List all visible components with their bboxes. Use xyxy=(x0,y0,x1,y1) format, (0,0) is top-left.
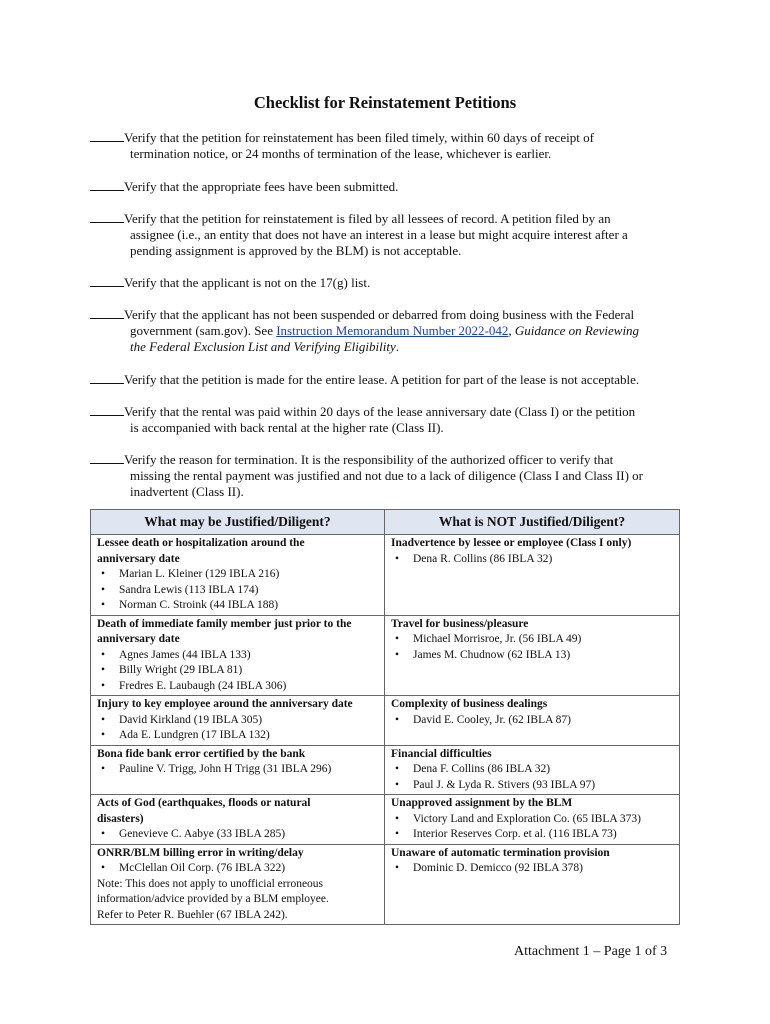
header-justified: What may be Justified/Diligent? xyxy=(91,510,385,535)
item-text: Verify the reason for termination. It is the responsibility of the authorized officer to verify that xyxy=(124,452,614,467)
item-text: termination notice, or 24 months of termination of the lease, whichever is earlier. xyxy=(130,146,552,161)
item-text: is accompanied with back rental at the higher rate (Class II). xyxy=(130,420,444,435)
category-heading: Acts of God (earthquakes, floods or natural xyxy=(97,797,311,809)
item-text: government (sam.gov). See xyxy=(130,323,277,338)
case-list xyxy=(391,861,675,877)
case-citation: • Dena F. Collins (86 IBLA 32) xyxy=(391,762,675,778)
category-heading: Injury to key employee around the anniversary date xyxy=(97,698,353,710)
case-citation: • Genevieve C. Aabye (33 IBLA 285) xyxy=(97,827,380,843)
table-row xyxy=(91,535,680,616)
checkbox-blank[interactable] xyxy=(90,275,124,287)
checklist-item-reason-termination xyxy=(90,452,690,500)
item-text: . xyxy=(395,339,399,354)
instruction-memorandum-link[interactable]: Instruction Memorandum Number 2022-042 xyxy=(276,323,509,338)
checkbox-blank[interactable] xyxy=(90,307,124,319)
justified-cell xyxy=(91,795,385,845)
checkbox-blank[interactable] xyxy=(90,452,124,464)
checklist-item-timely-filing xyxy=(90,130,690,162)
justified-cell xyxy=(91,696,385,746)
justified-cell xyxy=(91,844,385,925)
case-citation: • Victory Land and Exploration Co. (65 IBLA 373) xyxy=(391,812,675,828)
justified-cell xyxy=(91,615,385,696)
category-heading: Unaware of automatic termination provision xyxy=(391,846,610,859)
item-text: pending assignment is approved by the BLM) is not acceptable. xyxy=(130,243,462,258)
justified-cell xyxy=(91,535,385,616)
case-citation: • Interior Reserves Corp. et al. (116 IBLA 73) xyxy=(391,827,675,843)
category-heading: disasters) xyxy=(97,812,144,825)
case-citation: • McClellan Oil Corp. (76 IBLA 322) xyxy=(97,861,380,877)
case-citation: • Michael Morrisroe, Jr. (56 IBLA 49) xyxy=(391,632,675,648)
case-citation: • Pauline V. Trigg, John H Trigg (31 IBLA 296) xyxy=(97,762,380,778)
item-text: Verify that the appropriate fees have been submitted. xyxy=(124,179,399,194)
category-heading: ONRR/BLM billing error in writing/delay xyxy=(97,846,304,859)
checklist-item-fees xyxy=(90,179,690,195)
not-justified-cell xyxy=(385,844,680,925)
not-justified-cell xyxy=(385,615,680,696)
item-text: assignee (i.e., an entity that does not have an interest in a lease but might acquire interest after a xyxy=(130,227,628,242)
checklist-item-17g-list xyxy=(90,275,690,291)
case-citation: • Norman C. Stroink (44 IBLA 188) xyxy=(97,598,380,614)
justified-cell xyxy=(91,745,385,795)
item-text: Verify that the petition for reinstatement has been filed timely, within 60 days of receipt of xyxy=(124,130,594,145)
category-heading: Travel for business/pleasure xyxy=(391,617,529,630)
case-list xyxy=(391,552,675,568)
note-text: Note: This does not apply to unofficial erroneous xyxy=(97,877,324,890)
table-row xyxy=(91,844,680,925)
checkbox-blank[interactable] xyxy=(90,372,124,384)
case-citation: • Agnes James (44 IBLA 133) xyxy=(97,648,380,664)
table-row xyxy=(91,615,680,696)
guidance-title: Guidance on Reviewing xyxy=(514,323,640,338)
checkbox-blank[interactable] xyxy=(90,130,124,142)
table-header-row xyxy=(91,510,680,535)
case-citation: • Paul J. & Lyda R. Stivers (93 IBLA 97) xyxy=(391,778,675,794)
not-justified-cell xyxy=(385,795,680,845)
item-text: Verify that the petition for reinstatement is filed by all lessees of record. A petition filed by an xyxy=(124,211,611,226)
not-justified-cell xyxy=(385,745,680,795)
category-heading: Death of immediate family member just prior to the xyxy=(97,617,352,630)
case-list xyxy=(97,762,380,778)
case-list xyxy=(391,713,675,729)
category-heading: Unapproved assignment by the BLM xyxy=(391,797,573,809)
checkbox-blank[interactable] xyxy=(90,211,124,223)
category-heading: anniversary date xyxy=(97,633,180,645)
case-citation: • Dominic D. Demicco (92 IBLA 378) xyxy=(391,861,675,877)
item-text: Verify that the applicant has not been suspended or debarred from doing business with the Federal xyxy=(124,307,635,322)
note-text: information/advice provided by a BLM employee. xyxy=(97,893,329,905)
page-title: Checklist for Reinstatement Petitions xyxy=(253,93,517,112)
item-text: inadvertent (Class II). xyxy=(130,484,244,499)
case-citation: • Ada E. Lundgren (17 IBLA 132) xyxy=(97,728,380,744)
case-citation: • Fredres E. Laubaugh (24 IBLA 306) xyxy=(97,679,380,695)
category-heading: Complexity of business dealings xyxy=(391,698,548,710)
case-list xyxy=(97,567,380,614)
case-list xyxy=(391,812,675,843)
case-citation: • David E. Cooley, Jr. (62 IBLA 87) xyxy=(391,713,675,729)
category-heading: Financial difficulties xyxy=(391,747,492,760)
table-row xyxy=(91,795,680,845)
not-justified-cell xyxy=(385,535,680,616)
table-row xyxy=(91,696,680,746)
case-list xyxy=(391,632,675,663)
category-heading: anniversary date xyxy=(97,552,180,565)
checklist-item-suspended-debarred xyxy=(90,307,690,355)
item-text: Verify that the applicant is not on the 17(g) list. xyxy=(124,275,371,290)
table-row xyxy=(91,745,680,795)
case-list xyxy=(391,762,675,793)
category-heading: Inadvertence by lessee or employee (Class I only) xyxy=(391,537,632,549)
case-list xyxy=(97,861,380,877)
checkbox-blank[interactable] xyxy=(90,179,124,191)
item-text: missing the rental payment was justified and not due to a lack of diligence (Class I and Class II) or xyxy=(130,468,644,483)
checklist-item-entire-lease xyxy=(90,372,690,388)
justification-table xyxy=(90,509,680,925)
case-list xyxy=(97,827,380,843)
note-text: Refer to Peter R. Buehler (67 IBLA 242). xyxy=(97,908,288,921)
case-list xyxy=(97,648,380,695)
case-citation: • James M. Chudnow (62 IBLA 13) xyxy=(391,648,675,664)
category-heading: Lessee death or hospitalization around the xyxy=(97,537,305,549)
item-text: , xyxy=(508,323,515,338)
case-citation: • Billy Wright (29 IBLA 81) xyxy=(97,663,380,679)
not-justified-cell xyxy=(385,696,680,746)
item-text: Verify that the petition is made for the entire lease. A petition for part of the lease is not acceptable. xyxy=(124,372,640,387)
item-text: Verify that the rental was paid within 20 days of the lease anniversary date (Class I) or the petition xyxy=(124,404,636,419)
checkbox-blank[interactable] xyxy=(90,404,124,416)
page-footer: Attachment 1 – Page 1 of 3 xyxy=(514,944,668,959)
case-citation: • Sandra Lewis (113 IBLA 174) xyxy=(97,583,380,599)
case-list xyxy=(97,713,380,744)
header-not-justified: What is NOT Justified/Diligent? xyxy=(385,510,680,535)
case-citation: • David Kirkland (19 IBLA 305) xyxy=(97,713,380,729)
checklist-item-rental-paid xyxy=(90,404,690,436)
case-citation: • Marian L. Kleiner (129 IBLA 216) xyxy=(97,567,380,583)
case-citation: • Dena R. Collins (86 IBLA 32) xyxy=(391,552,675,568)
category-heading: Bona fide bank error certified by the bank xyxy=(97,747,306,760)
checklist-item-lessees-of-record xyxy=(90,211,690,259)
guidance-title: the Federal Exclusion List and Verifying Eligibility xyxy=(130,339,396,354)
